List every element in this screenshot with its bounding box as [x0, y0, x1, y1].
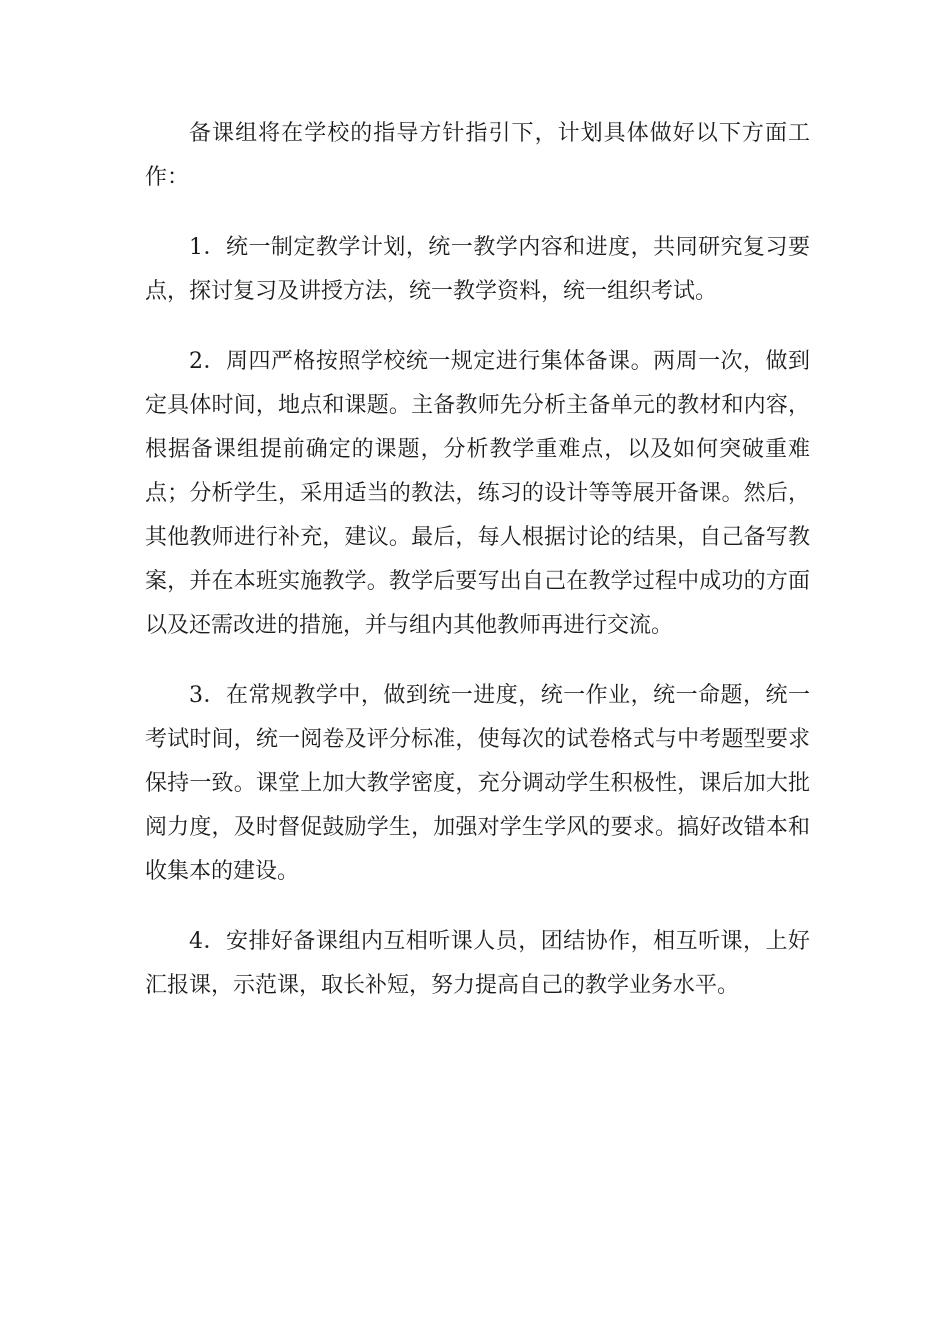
item-1-paragraph: 1．统一制定教学计划，统一教学内容和进度，共同研究复习要点，探讨复习及讲授方法，统一教学资料，统一组织考试。: [145, 235, 810, 304]
item-4-paragraph: 4．安排好备课组内互相听课人员，团结协作，相互听课，上好汇报课，示范课，取长补短，努力提高自己的教学业务水平。: [145, 929, 810, 998]
document-body: [145, 112, 810, 1034]
item-2-paragraph: 2．周四严格按照学校统一规定进行集体备课。两周一次，做到定具体时间，地点和课题。主备教师先分析主备单元的教材和内容，根据备课组提前确定的课题，分析教学重难点，以及如何突破重难点；分析学生，采用适当的教法，练习的设计等等展开备课。然后，其他教师进行补充，建议。最后，每人根据讨论的结果，自己备写教案，并在本班实施教学。教学后要写出自己在教学过程中成功的方面以及还需改进的措施，并与组内其他教师再进行交流。: [145, 349, 810, 638]
item-3-paragraph: 3．在常规教学中，做到统一进度，统一作业，统一命题，统一考试时间，统一阅卷及评分标准，使每次的试卷格式与中考题型要求保持一致。课堂上加大教学密度，充分调动学生积极性，课后加大批阅力度，及时督促鼓励学生，加强对学生学风的要求。搞好改错本和收集本的建设。: [145, 683, 810, 884]
intro-paragraph: 备课组将在学校的指导方针指引下，计划具体做好以下方面工作：: [145, 121, 810, 190]
